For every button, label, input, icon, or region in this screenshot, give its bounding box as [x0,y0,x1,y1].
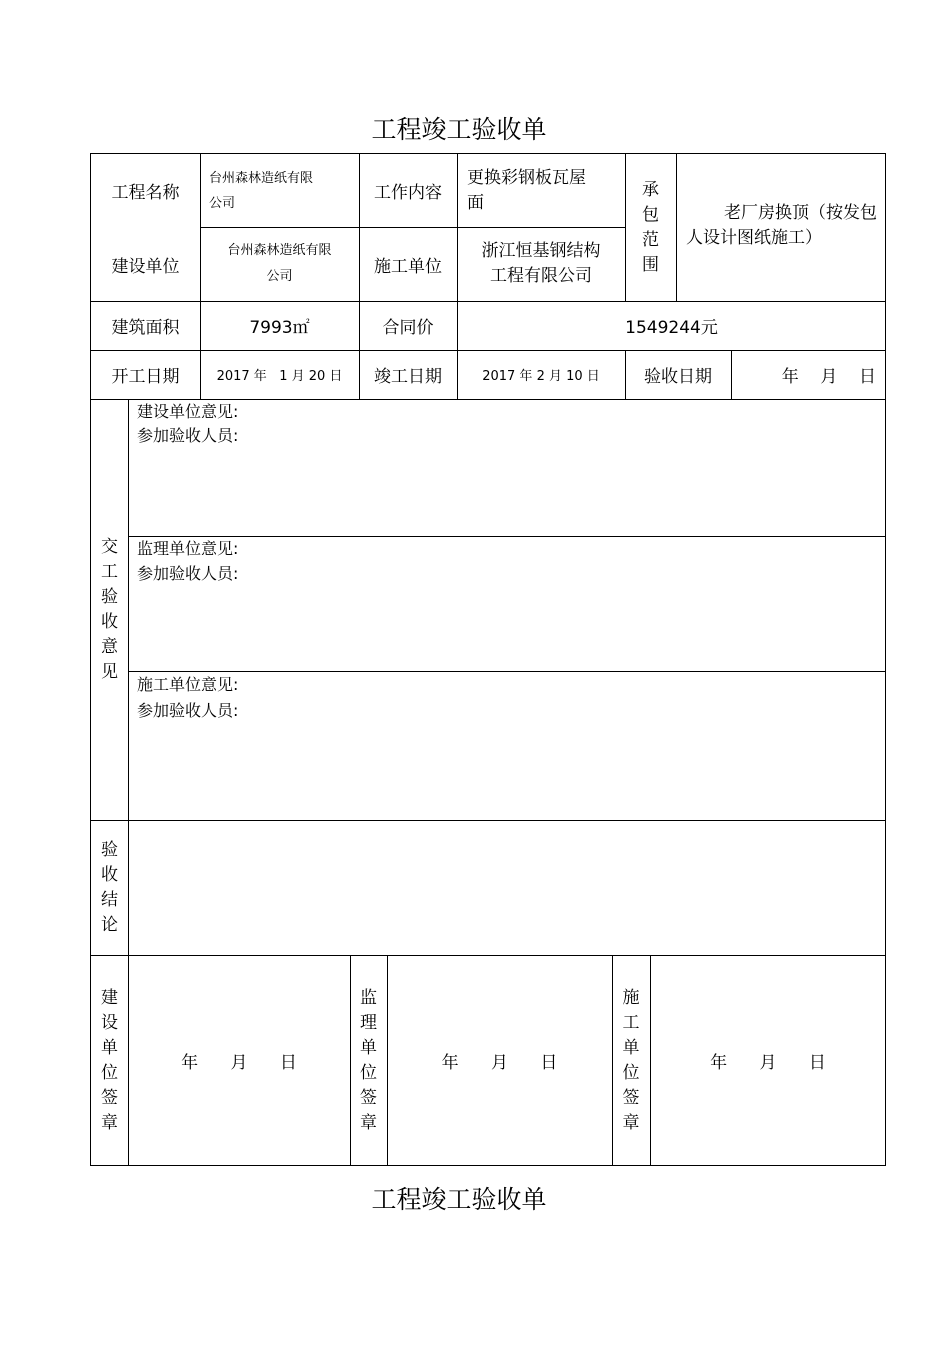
build-unit-label: 建设单位 [111,256,180,277]
scope-label: 承 包 范 围 [642,179,659,275]
construct-unit-seal-date: 年 月 日 [710,1053,826,1073]
handover-opinion-side-label: 交 工 验 收 意 见 [101,536,118,682]
supervise-unit-opinion-label: 监理单位意见: [137,539,239,558]
acceptance-conclusion-area [128,820,886,955]
project-name-label: 工程名称 [111,183,180,203]
accept-date-value: 年 月 日 [781,367,876,387]
finish-date-value: 2017 年 2 月 10 日 [482,369,600,384]
build-unit-seal-label: 建 设 单 位 签 章 [101,987,118,1133]
build-unit-opinion-label: 建设单位意见: [137,402,239,421]
scope-value-text: 老厂房换顶（按发包人设计图纸施工） [686,203,877,248]
supervise-unit-staff-label: 参加验收人员: [137,564,239,583]
build-unit-seal-date: 年 月 日 [181,1053,297,1073]
acceptance-form-table [90,153,886,1166]
construct-unit-seal-label: 施 工 单 位 签 章 [622,987,640,1133]
build-unit-value: 台州森林造纸有限 公司 [227,243,332,284]
accept-date-label: 验收日期 [644,367,712,387]
work-content-value: 更换彩钢板瓦屋 面 [467,167,586,213]
contract-label: 合同价 [382,318,434,338]
document-title: 工程竣工验收单 [371,115,547,144]
supervise-unit-seal-label: 监 理 单 位 签 章 [360,987,377,1133]
start-date-label: 开工日期 [111,367,180,387]
construct-unit-label: 施工单位 [374,256,442,277]
build-unit-staff-label: 参加验收人员: [137,426,239,445]
start-date-value: 2017 年 1 月 20 日 [216,369,343,384]
document-title-repeat: 工程竣工验收单 [371,1185,547,1214]
area-value: 7993㎡ [249,318,310,338]
project-name-value: 台州森林造纸有限 公司 [209,170,314,211]
contract-value: 1549244元 [625,318,718,338]
construct-unit-staff-label: 参加验收人员: [137,701,239,720]
supervise-unit-seal-date: 年 月 日 [441,1053,558,1073]
finish-date-label: 竣工日期 [374,367,442,387]
area-label: 建筑面积 [111,318,180,338]
acceptance-conclusion-label: 验 收 结 论 [101,839,118,935]
construct-unit-value: 浙江恒基钢结构 工程有限公司 [481,241,601,286]
scope-value [686,154,878,301]
work-content-label: 工作内容 [374,183,442,203]
construct-unit-opinion-label: 施工单位意见: [137,675,239,694]
